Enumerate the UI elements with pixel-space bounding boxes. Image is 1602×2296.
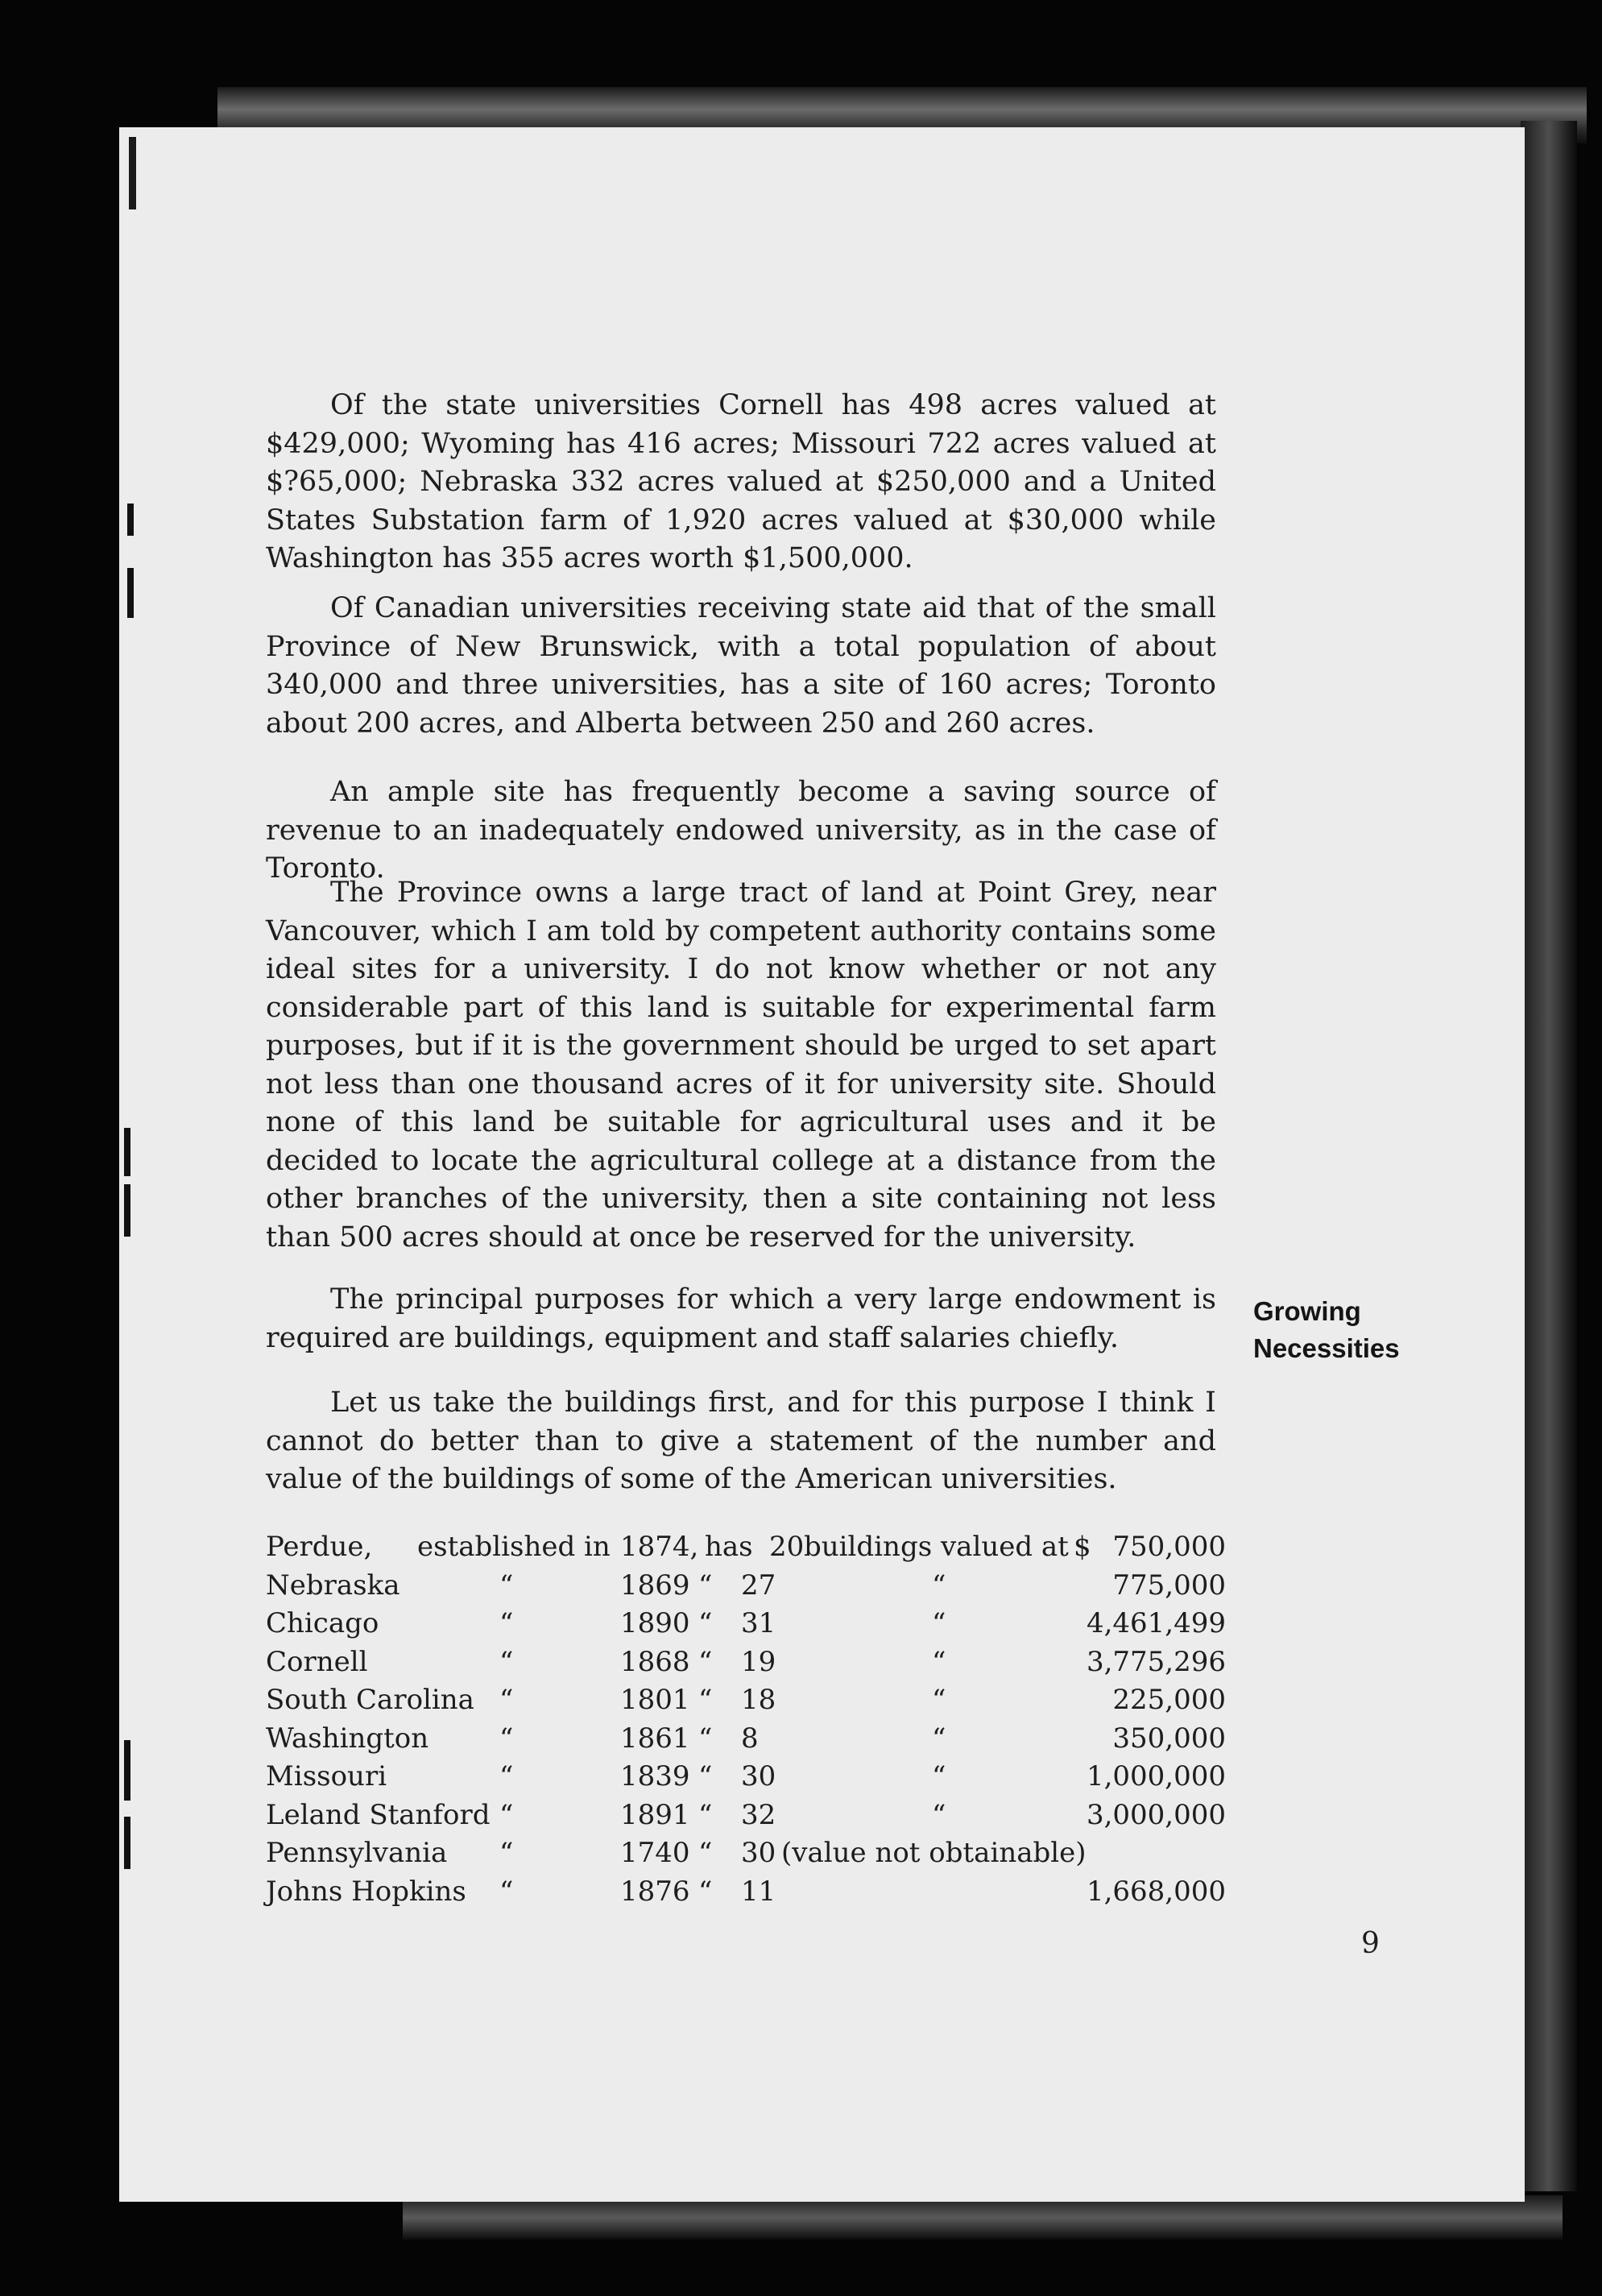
gutter-mark [127, 568, 134, 618]
table-row [266, 1681, 1226, 1720]
paragraph-point-grey: The Province owns a large tract of land at Point Grey, near Vancouver, which I am told by competent authority contains some ideal sites for a university. I do not know whether or not any considerable part of this land is suitable for experimental farm purposes, but if it is the government should be urged to set apart not less than one thousand acres of it for university site. Should none of this land be suitable for agricultural uses and it be decided to locate the agricultural college at a distance from the other branches of the university, then a site containing not less than 500 acres should at once be reserved for the university. [266, 877, 1216, 1254]
table-row [266, 1605, 1226, 1643]
gutter-mark [127, 504, 134, 536]
building-count: 30 [741, 1760, 776, 1792]
buildings-table [266, 1528, 1226, 1911]
building-count: 27 [741, 1569, 776, 1602]
ditto-mark: “ [499, 1645, 514, 1678]
buildings-valued-label: buildings valued at [804, 1531, 1069, 1563]
ditto-mark: “ [499, 1607, 514, 1639]
ditto-mark: “ [698, 1684, 713, 1716]
table-row [266, 1720, 1226, 1759]
established-label: established in [417, 1531, 611, 1563]
margin-note-line: Growing [1253, 1296, 1361, 1326]
building-count: 20 [769, 1531, 805, 1563]
university-name: Washington [266, 1722, 429, 1755]
building-count: 8 [741, 1722, 759, 1755]
year: 1874, [620, 1531, 699, 1563]
building-count: 18 [741, 1684, 776, 1716]
paragraph-buildings-first: Let us take the buildings first, and for this purpose I think I cannot do better than to give a statement of the number and value of the buildings of some of the American universities. [266, 1386, 1216, 1495]
table-row [266, 1834, 1226, 1873]
value: 3,775,296 [1086, 1645, 1226, 1678]
book-bottom-edge [403, 2195, 1563, 2240]
university-name: Perdue, [266, 1531, 373, 1563]
table-row [266, 1797, 1226, 1835]
building-count: 19 [741, 1645, 776, 1678]
year: 1801 [620, 1684, 690, 1716]
university-name: Johns Hopkins [266, 1875, 466, 1908]
year: 1869 [620, 1569, 690, 1602]
year: 1891 [620, 1798, 690, 1831]
ditto-mark: “ [499, 1569, 514, 1602]
ditto-mark: “ [499, 1837, 514, 1869]
currency-sign: $ [1074, 1531, 1091, 1563]
paragraph-canadian-universities: Of Canadian universities receiving state aid that of the small Province of New Brunswick, with a total population of about 340,000 and three universities, has a site of 160 acres; Toronto about 200 acres, and Alberta between 250 and 260 acres. [266, 592, 1216, 740]
year: 1868 [620, 1645, 690, 1678]
gutter-mark [124, 1128, 130, 1176]
value: 775,000 [1112, 1569, 1226, 1602]
binding-mark [129, 137, 136, 209]
ditto-mark: “ [698, 1760, 713, 1792]
table-row [266, 1567, 1226, 1606]
ditto-mark: “ [499, 1875, 514, 1908]
page-number: 9 [1361, 1927, 1380, 1960]
year: 1861 [620, 1722, 690, 1755]
ditto-mark: “ [932, 1760, 946, 1792]
value: 4,461,499 [1086, 1607, 1226, 1639]
ditto-mark: “ [698, 1875, 713, 1908]
ditto-mark: “ [698, 1645, 713, 1678]
ditto-mark: “ [499, 1760, 514, 1792]
table-row [266, 1758, 1226, 1797]
ditto-mark: “ [698, 1569, 713, 1602]
table-row [266, 1643, 1226, 1682]
ditto-mark: “ [698, 1722, 713, 1755]
value-note: (value not obtainable) [781, 1837, 1087, 1869]
has-label: has [705, 1531, 753, 1563]
building-count: 32 [741, 1798, 776, 1831]
book-right-edge [1521, 121, 1577, 2191]
ditto-mark: “ [499, 1722, 514, 1755]
value: 1,668,000 [1086, 1875, 1226, 1908]
university-name: Chicago [266, 1607, 379, 1639]
ditto-mark: “ [932, 1607, 946, 1639]
value: 1,000,000 [1086, 1760, 1226, 1792]
building-count: 11 [741, 1875, 776, 1908]
gutter-mark [124, 1740, 130, 1801]
gutter-mark [124, 1184, 130, 1237]
ditto-mark: “ [932, 1569, 946, 1602]
year: 1740 [620, 1837, 690, 1869]
ditto-mark: “ [698, 1607, 713, 1639]
ditto-mark: “ [698, 1798, 713, 1831]
university-name: Missouri [266, 1760, 387, 1792]
year: 1839 [620, 1760, 690, 1792]
value: 750,000 [1112, 1531, 1226, 1563]
building-count: 31 [741, 1607, 776, 1639]
gutter-mark [124, 1817, 130, 1869]
table-row [266, 1873, 1226, 1912]
ditto-mark: “ [932, 1645, 946, 1678]
ditto-mark: “ [499, 1798, 514, 1831]
year: 1890 [620, 1607, 690, 1639]
margin-note [1253, 1293, 1400, 1367]
paragraph-principal-purposes: The principal purposes for which a very large endowment is required are buildings, equipment and staff salaries chiefly. [266, 1283, 1216, 1354]
year: 1876 [620, 1875, 690, 1908]
value: 225,000 [1112, 1684, 1226, 1716]
university-name: South Carolina [266, 1684, 474, 1716]
value: 3,000,000 [1086, 1798, 1226, 1831]
building-count: 30 [741, 1837, 776, 1869]
value: 350,000 [1112, 1722, 1226, 1755]
ditto-mark: “ [932, 1722, 946, 1755]
university-name: Cornell [266, 1645, 368, 1678]
margin-note-line: Necessities [1253, 1333, 1400, 1363]
paragraph-ample-site: An ample site has frequently become a saving source of revenue to an inadequately endowed university, as in the case of Toronto. [266, 776, 1216, 885]
university-name: Pennsylvania [266, 1837, 448, 1869]
ditto-mark: “ [698, 1837, 713, 1869]
ditto-mark: “ [932, 1798, 946, 1831]
table-header-row [266, 1528, 1226, 1567]
ditto-mark: “ [499, 1684, 514, 1716]
paragraph-state-universities: Of the state universities Cornell has 498 acres valued at $429,000; Wyoming has 416 acres; Missouri 722 acres valued at $?65,000; Nebraska 332 acres valued at $250,000 and a United States Substation farm of 1,920 acres valued at $30,000 while Washington has 355 acres worth $1,500,000. [266, 389, 1216, 574]
ditto-mark: “ [932, 1684, 946, 1716]
university-name: Leland Stanford [266, 1798, 491, 1831]
university-name: Nebraska [266, 1569, 400, 1602]
